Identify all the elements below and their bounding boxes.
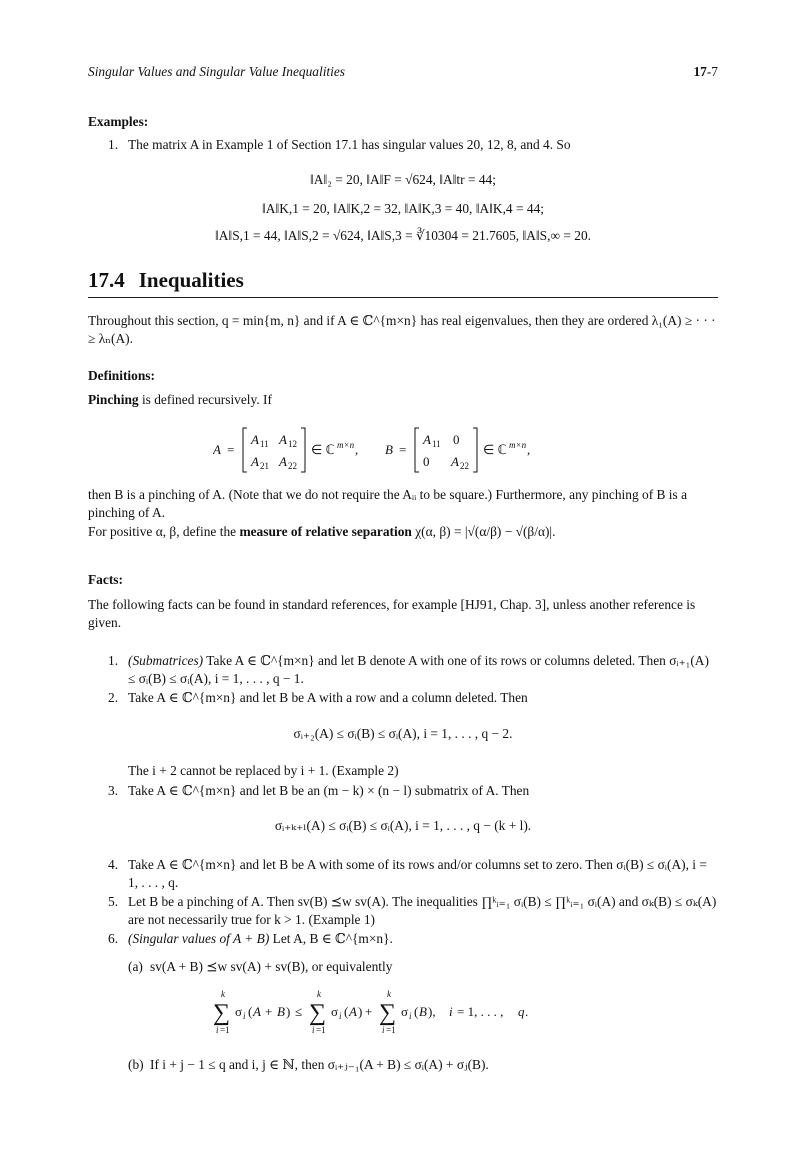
svg-text:i: i	[216, 1025, 219, 1035]
svg-text:.: .	[525, 1004, 529, 1019]
svg-text:22: 22	[288, 461, 297, 471]
svg-text:(: (	[344, 1004, 349, 1019]
svg-text:∑: ∑	[213, 1000, 231, 1026]
running-header	[88, 64, 718, 82]
svg-text:i: i	[312, 1025, 315, 1035]
svg-text:k: k	[387, 989, 391, 999]
svg-text:+: +	[365, 1004, 373, 1019]
svg-text:12: 12	[288, 439, 297, 449]
svg-text:k: k	[317, 989, 321, 999]
svg-text:i: i	[382, 1025, 385, 1035]
svg-text:): )	[358, 1004, 363, 1019]
svg-text:k: k	[221, 989, 225, 999]
svg-text:m×n: m×n	[509, 440, 527, 450]
svg-text:σ: σ	[331, 1004, 339, 1019]
svg-text:0: 0	[423, 454, 430, 469]
facts-heading: Facts:	[88, 572, 123, 587]
fact-6a-sum-inequality	[88, 988, 718, 1040]
pinching-definition: Pinching is defined recursively. If	[88, 392, 272, 407]
relative-separation-definition: For positive α, β, define the measure of relative separation χ(α, β) = |√(α/β) − √(β/α)|.	[88, 524, 556, 539]
svg-text:σ: σ	[401, 1004, 409, 1019]
svg-text:,: ,	[527, 442, 531, 457]
svg-text:A: A	[423, 432, 431, 447]
svg-text:=1: =1	[386, 1025, 396, 1035]
section-intro: Throughout this section, q = min{m, n} and if A ∈ ℂ^{m×n} has real eigenvalues, then they are ordered λ₁(A) ≥ · · · ≥ λₙ(A).	[88, 313, 716, 346]
svg-text:),: ),	[428, 1004, 436, 1019]
svg-text:A: A	[251, 454, 259, 469]
svg-text:i: i	[339, 1011, 342, 1021]
svg-text:B: B	[277, 1004, 285, 1019]
svg-text:∈ ℂ: ∈ ℂ	[311, 442, 335, 457]
svg-text:i: i	[409, 1011, 412, 1021]
svg-text:0: 0	[453, 432, 460, 447]
svg-text:=1: =1	[316, 1025, 326, 1035]
svg-text:A: A	[349, 1004, 357, 1019]
svg-text:21: 21	[260, 461, 269, 471]
svg-text:(: (	[248, 1004, 253, 1019]
svg-text:σ: σ	[235, 1004, 243, 1019]
svg-text:∑: ∑	[379, 1000, 397, 1026]
svg-text:A: A	[253, 1004, 261, 1019]
fact-3-equation: σᵢ₊ₖ₊ₗ(A) ≤ σᵢ(B) ≤ σᵢ(A), i = 1, . . . , q − (k + l).	[274, 818, 532, 833]
svg-text:≤: ≤	[295, 1004, 303, 1019]
svg-text:A: A	[279, 432, 287, 447]
svg-text:i: i	[243, 1011, 246, 1021]
matrix-figure	[213, 424, 593, 476]
svg-text:11: 11	[260, 439, 269, 449]
svg-text:B: B	[419, 1004, 427, 1019]
svg-text:22: 22	[460, 461, 469, 471]
norm-equation-3: ‖A‖S,1 = 44, ‖A‖S,2 = √624, ‖A‖S,3 = ∛10304 = 21.7605, ‖A‖S,∞ = 20.	[215, 228, 591, 243]
svg-text:= 1, . . . ,: = 1, . . . ,	[457, 1004, 504, 1019]
svg-text:∈ ℂ: ∈ ℂ	[483, 442, 507, 457]
svg-text:11: 11	[432, 439, 441, 449]
svg-text:m×n: m×n	[337, 440, 355, 450]
svg-text:A: A	[251, 432, 259, 447]
sum-inequality-figure	[213, 988, 593, 1036]
svg-text:B: B	[385, 442, 393, 457]
facts-intro: The following facts can be found in standard references, for example [HJ91, Chap. 3], unless another reference is given.	[88, 597, 696, 630]
svg-text:i: i	[449, 1004, 453, 1019]
definitions-heading: Definitions:	[88, 368, 155, 383]
svg-text:=: =	[399, 442, 407, 457]
svg-text:(: (	[414, 1004, 419, 1019]
svg-text:∑: ∑	[309, 1000, 327, 1026]
svg-text:A: A	[451, 454, 459, 469]
svg-text:A: A	[279, 454, 287, 469]
svg-text:A: A	[213, 442, 221, 457]
block-matrices	[88, 424, 718, 480]
page-number: 17-7	[693, 64, 718, 79]
examples-heading: Examples:	[88, 114, 149, 129]
norm-equation-1: ‖A‖₂ = 20, ‖A‖F = √624, ‖A‖tr = 44;	[310, 172, 496, 187]
svg-text:,: ,	[355, 442, 359, 457]
fact-2-equation: σᵢ₊₂(A) ≤ σᵢ(B) ≤ σᵢ(A), i = 1, . . . , q − 2.	[293, 726, 513, 741]
svg-text:=: =	[227, 442, 235, 457]
svg-text:): )	[286, 1004, 291, 1019]
svg-text:+: +	[265, 1004, 273, 1019]
norm-equation-2: ‖A‖K,1 = 20, ‖A‖K,2 = 32, ‖A‖K,3 = 40, ‖A‖K,4 = 44;	[262, 201, 544, 216]
pinching-remark: then B is a pinching of A. (Note that we do not require the Aᵢᵢ to be square.) Furthermore, any pinching of B is a pinching of A.	[88, 487, 688, 520]
svg-text:q: q	[518, 1004, 525, 1019]
section-heading: 17.4 Inequalities	[88, 268, 718, 298]
svg-text:=1: =1	[220, 1025, 230, 1035]
header-title: Singular Values and Singular Value Inequalities	[88, 64, 346, 79]
